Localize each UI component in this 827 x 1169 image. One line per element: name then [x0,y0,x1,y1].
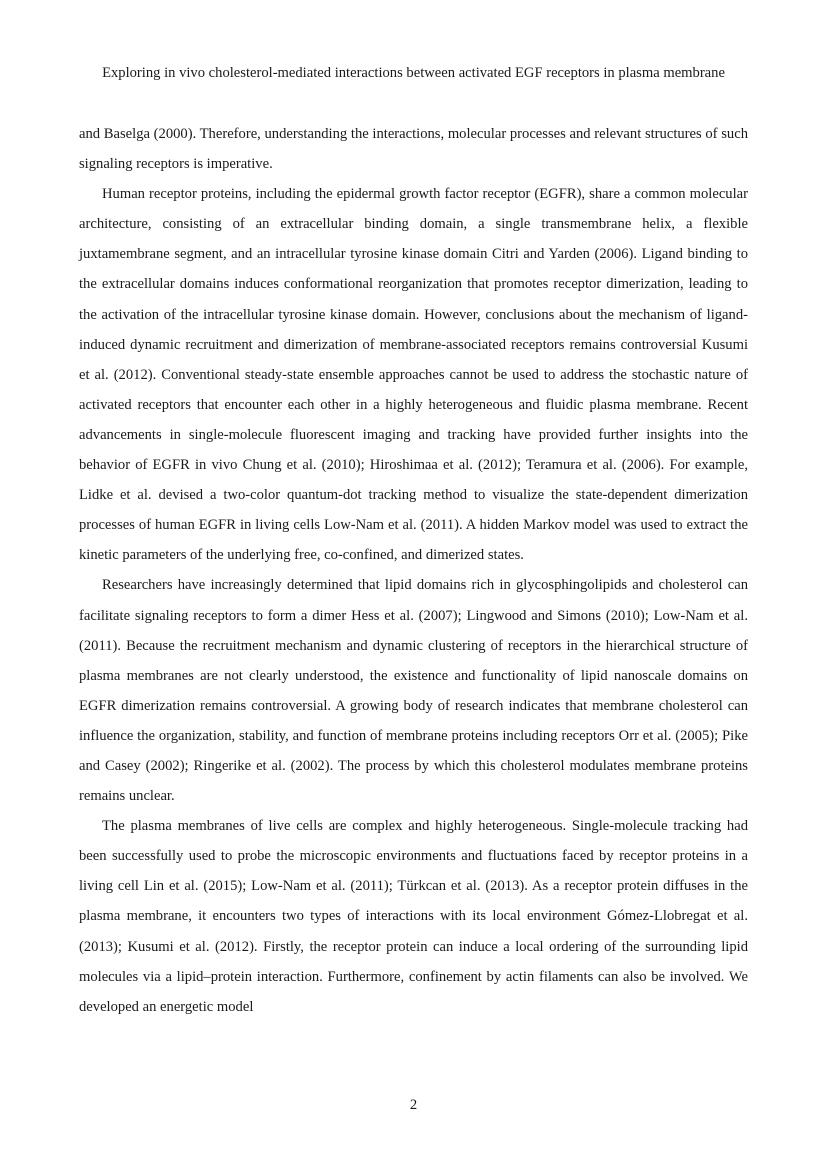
paragraph-lipid-domains: Researchers have increasingly determined that lipid domains rich in glycosphingolipids and cholesterol can facilitate signaling receptors to form a dimer Hess et al. (2007); Lingwood and Simons (2010); Low-Nam et al. (2011). Because the recruitment mechanism and dynamic clustering of receptors in the hierarchical structure of plasma membranes are not clearly understood, the existence and functionality of lipid nanoscale domains on EGFR dimerization remains controversial. A growing body of research indicates that membrane cholesterol can influence the organization, stability, and function of membrane proteins including receptors Orr et al. (2005); Pike and Casey (2002); Ringerike et al. (2002). The process by which this cholesterol modulates membrane proteins remains unclear. [79,577,748,805]
page-number: 2 [409,1097,418,1113]
running-header: Exploring in vivo cholesterol-mediated interactions between activated EGF receptors in plasma membrane [102,65,725,81]
body-text [79,119,748,1022]
paragraph-continuation: and Baselga (2000). Therefore, understanding the interactions, molecular processes and relevant structures of such signaling receptors is imperative. [79,126,748,173]
paragraph-egfr-architecture: Human receptor proteins, including the epidermal growth factor receptor (EGFR), share a common molecular architecture, consisting of an extracellular binding domain, a single transmembrane helix, a flexible juxtamembrane segment, and an intracellular tyrosine kinase domain Citri and Yarden (2006). Ligand binding to the extracellular domains induces conformational reorganization that promotes receptor dimerization, leading to the activation of the intracellular tyrosine kinase domain. However, conclusions about the mechanism of ligand-induced dynamic recruitment and dimerization of membrane-associated receptors remains controversial Kusumi et al. (2012). Conventional steady-state ensemble approaches cannot be used to address the stochastic nature of activated receptors that encounter each other in a highly heterogeneous and fluidic plasma membrane. Recent advancements in single-molecule fluorescent imaging and tracking have provided further insights into the behavior of EGFR in vivo Chung et al. (2010); Hiroshimaa et al. (2012); Teramura et al. (2006). For example, Lidke et al. devised a two-color quantum-dot tracking method to visualize the state-dependent dimerization processes of human EGFR in living cells Low-Nam et al. (2011). A hidden Markov model was used to extract the kinetic parameters of the underlying free, co-confined, and dimerized states. [79,186,748,564]
paragraph-single-molecule-tracking: The plasma membranes of live cells are complex and highly heterogeneous. Single-molecule tracking had been successfully used to probe the microscopic environments and fluctuations faced by receptor proteins in a living cell Lin et al. (2015); Low-Nam et al. (2011); Türkcan et al. (2013). As a receptor protein diffuses in the plasma membrane, it encounters two types of interactions with its local environment Gómez-Llobregat et al. (2013); Kusumi et al. (2012). Firstly, the receptor protein can induce a local ordering of the surrounding lipid molecules via a lipid–protein interaction. Furthermore, confinement by actin filaments can also be involved. We developed an energetic model [79,818,748,1015]
